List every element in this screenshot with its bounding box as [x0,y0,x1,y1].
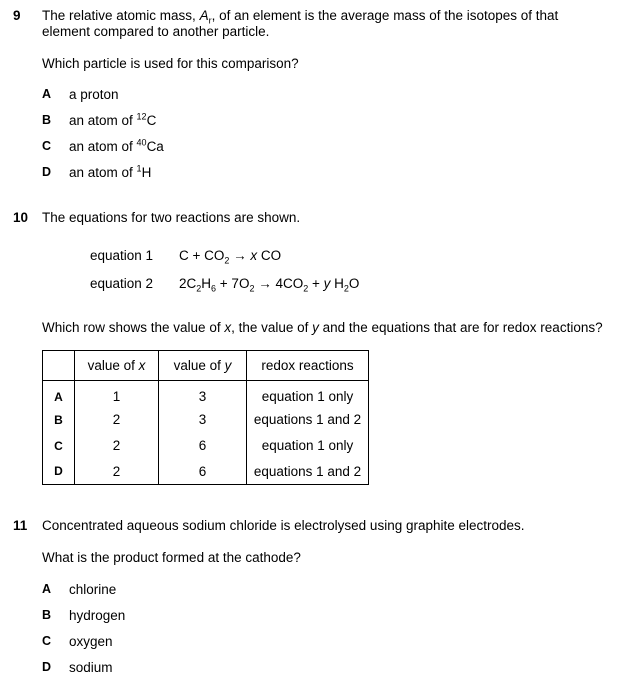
cell-redox: equation 1 only [247,433,369,459]
option-text-main: an atom of [69,113,137,128]
cell-y: 3 [159,381,247,407]
table-row [43,433,369,459]
equation-2-label: equation 2 [90,276,154,291]
stem-text: The relative atomic mass, [42,8,200,23]
option-letter: D [42,165,52,179]
option-text [69,113,156,128]
option-letter: B [42,608,52,622]
row-letter: B [43,407,75,433]
cell-x: 2 [75,459,159,485]
question-11-prompt: What is the product formed at the cathode? [42,550,301,565]
row-letter: C [43,433,75,459]
cell-y: 3 [159,407,247,433]
question-11-stem: Concentrated aqueous sodium chloride is electrolysed using graphite electrodes. [42,518,525,533]
option-text-main: an atom of [69,139,137,154]
table-header-cell [43,351,75,381]
table-row [43,407,369,433]
equation-1-formula: $C + CO_2 \to x$ CO [179,248,282,266]
prompt-text: Which row shows the value of [42,320,225,335]
header-label: value of [87,358,139,373]
option-text: hydrogen [69,608,126,623]
option-letter: C [42,139,52,153]
var-x: x [224,320,232,335]
cell-x: 1 [75,381,159,407]
option-letter: A [42,87,52,101]
cell-y: 6 [159,459,247,485]
header-label: value of [173,358,225,373]
option-letter: D [42,660,52,674]
cell-redox: equations 1 and 2 [247,407,369,433]
question-10-number: 10 [13,210,29,225]
table-header-row [43,351,369,381]
element-symbol: H [141,165,152,180]
mass-number: 12 [136,111,147,122]
option-letter: C [42,634,52,648]
question-9-number: 9 [13,8,21,23]
option-text: sodium [69,660,113,675]
header-var: y [224,358,232,373]
equation-2-formula: $2C_2H_6 + 7O_2 \to 4CO_2 + y$ $H_2O$ [179,276,360,294]
var-y: y [312,320,319,335]
header-var: x [138,358,146,373]
table-header-cell [75,351,159,381]
table-header-cell: redox reactions [247,351,369,381]
cell-redox: equations 1 and 2 [247,459,369,485]
cell-y: 6 [159,433,247,459]
question-10-prompt [42,320,603,335]
option-letter: B [42,113,52,127]
row-letter: D [43,459,75,485]
option-text [69,165,151,180]
ar-symbol: A [199,8,209,23]
question-9-stem-line2: element compared to another particle. [42,24,270,39]
prompt-text: and the equations that are for redox reactions? [318,320,603,335]
element-symbol: Ca [146,139,164,154]
ar-subscript: r [208,15,212,26]
option-letter: A [42,582,52,596]
element-symbol: C [146,113,157,128]
cell-x: 2 [75,407,159,433]
equation-1-label: equation 1 [90,248,154,263]
mass-number: 40 [136,137,147,148]
question-11-number: 11 [13,518,28,533]
cell-redox: equation 1 only [247,381,369,407]
option-text: oxygen [69,634,113,649]
option-text: chlorine [69,582,117,597]
prompt-text: , the value of [231,320,313,335]
option-text-main: an atom of [69,165,137,180]
table-header-cell [159,351,247,381]
stem-text: , of an element is the average mass of the isotopes of that [211,8,559,23]
redox-table [42,350,369,485]
mass-number: 1 [136,163,142,174]
row-letter: A [43,381,75,407]
table-row [43,459,369,485]
option-text [69,139,164,154]
table-row [43,381,369,407]
cell-x: 2 [75,433,159,459]
question-9-prompt: Which particle is used for this comparison? [42,56,299,71]
option-text: a proton [69,87,119,102]
question-9-stem-line1 [42,8,559,26]
question-10-stem: The equations for two reactions are shown. [42,210,301,225]
